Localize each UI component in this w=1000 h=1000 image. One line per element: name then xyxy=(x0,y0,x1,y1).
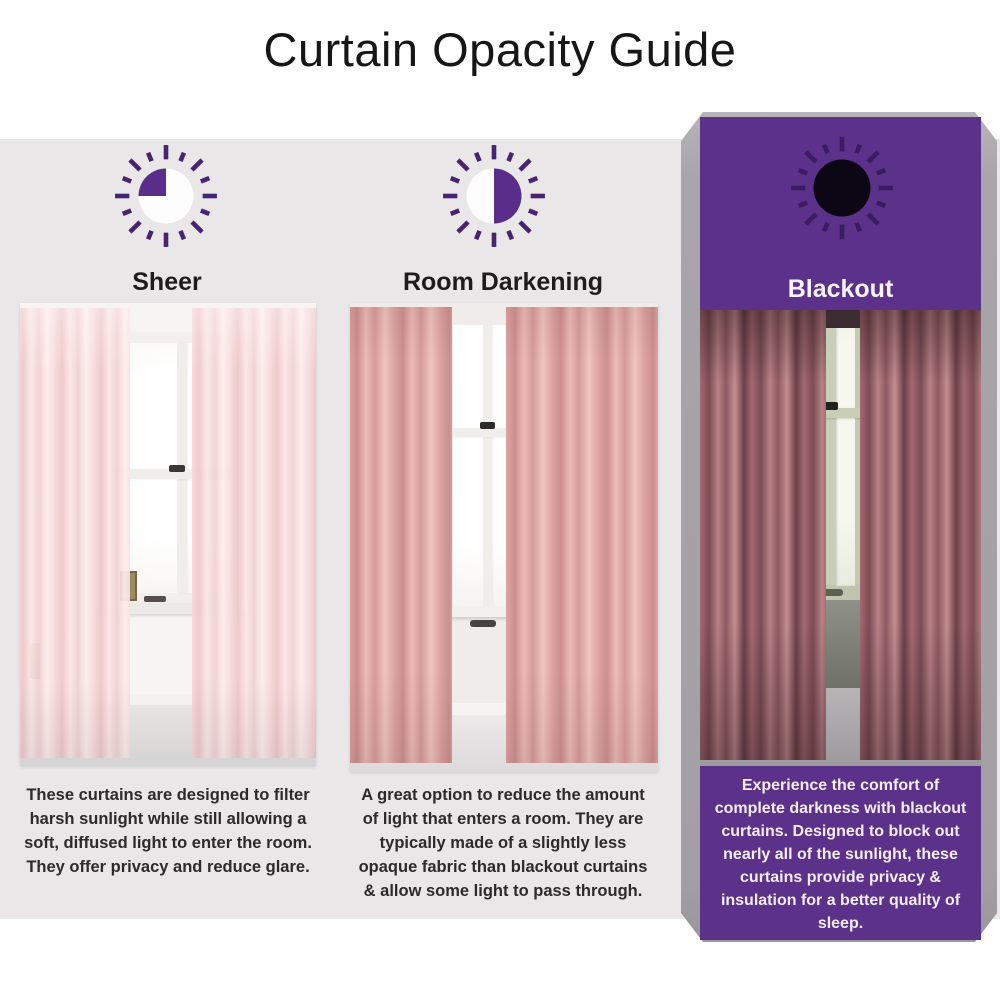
window-latch xyxy=(480,422,495,429)
column-label-room-darkening: Room Darkening xyxy=(402,268,604,296)
room-darkening-curtains-photo xyxy=(350,303,658,772)
sheer-curtains-photo xyxy=(20,303,316,766)
sill-handle xyxy=(470,620,496,627)
sun-half-filled-icon xyxy=(439,141,549,251)
description-room-darkening: A great option to reduce the amount of light that enters a room. They are typically made of a slightly less opaque fabric than blackout curtains & allow some light to pass through. xyxy=(358,786,648,900)
description-sheer: These curtains are designed to filter harsh sunlight while still allowing a soft, diffused light to enter the room. They offer privacy and reduce glare. xyxy=(24,786,312,876)
window-latch xyxy=(169,465,185,472)
window-vertical-muntin xyxy=(483,325,492,607)
window-vertical-muntin xyxy=(826,328,836,586)
right-curtain-panel xyxy=(192,308,316,758)
sun-fully-filled-icon xyxy=(787,133,897,243)
right-curtain-panel xyxy=(860,310,981,760)
right-curtain-panel xyxy=(506,307,658,763)
page-title: Curtain Opacity Guide xyxy=(263,23,737,76)
sun-quarter-filled-icon xyxy=(111,141,221,251)
window-latch xyxy=(824,402,838,410)
column-label-blackout: Blackout xyxy=(787,275,894,303)
column-label-sheer: Sheer xyxy=(132,268,202,296)
blackout-curtains-photo xyxy=(700,310,981,766)
left-curtain-panel xyxy=(700,310,826,760)
left-curtain-panel xyxy=(20,308,130,758)
description-blackout: Experience the comfort of complete darkness with blackout curtains. Designed to block out nearly all of the sunlight, these curtains provide privacy & insulation for a better quality of sleep. xyxy=(714,777,967,932)
blackout-card xyxy=(700,117,981,940)
sill-handle xyxy=(144,596,166,602)
left-curtain-panel xyxy=(350,307,452,763)
